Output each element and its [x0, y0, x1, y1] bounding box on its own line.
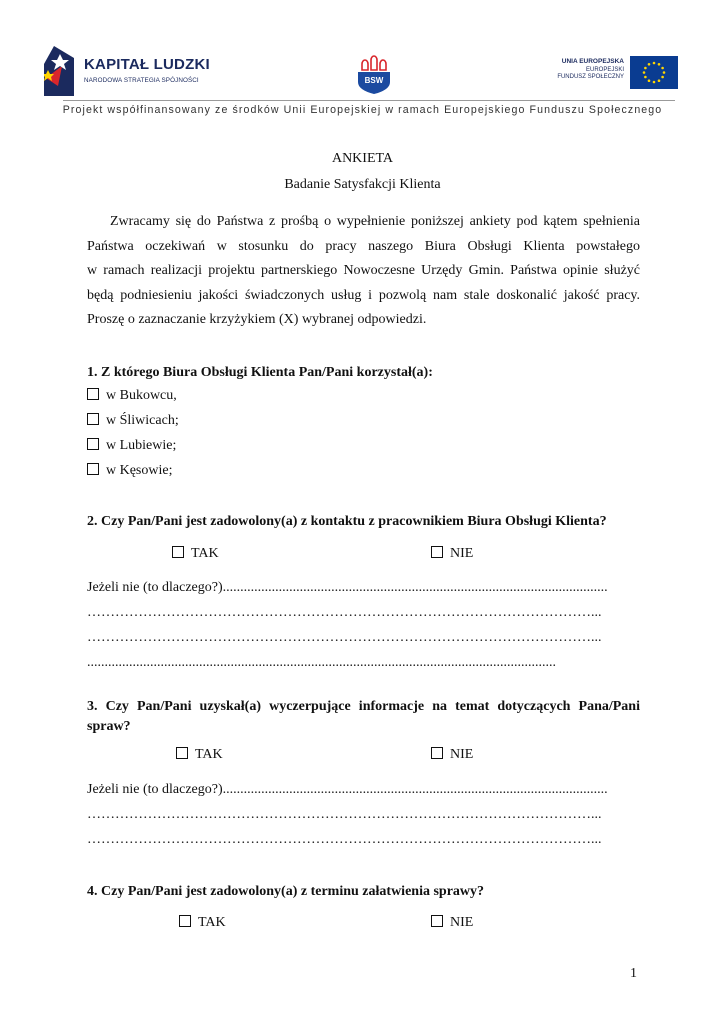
question-3: 3. Czy Pan/Pani uzyskał(a) wyczerpujące informacje na temat dotyczących Pana/Pani spraw? [87, 699, 640, 734]
q3-option-no[interactable] [431, 747, 473, 763]
q4-option-no[interactable] [431, 915, 473, 931]
q3-option-yes[interactable] [176, 747, 223, 763]
checkbox-icon[interactable] [431, 747, 443, 759]
q1-option-sliwice[interactable] [87, 413, 179, 429]
question-1: 1. Z którego Biura Obsługi Klienta Pan/Pani korzystał(a): [87, 365, 433, 380]
kapital-ludzki-flag-icon [44, 46, 74, 96]
eu-flag-icon [630, 56, 678, 89]
q3-answer-line[interactable]: ………………………………………………………………………………………………... [87, 807, 602, 822]
intro-line: w ramach realizacji projektu partnerskiego Nowoczesne Urzędy Gmin. Państwa opinie służyć [87, 263, 640, 278]
question-4: 4. Czy Pan/Pani jest zadowolony(a) z terminu załatwienia sprawy? [87, 884, 485, 899]
checkbox-icon[interactable] [87, 413, 99, 425]
bsw-crest-icon [350, 50, 398, 96]
document-title: ANKIETA [331, 151, 394, 166]
option-label: NIE [450, 747, 474, 762]
cofinancing-note: Projekt współfinansowany ze środków Unii Europejskiej w ramach Europejskiego Funduszu Społecznego [62, 104, 663, 116]
kapital-ludzki-logo [44, 46, 210, 96]
option-label: NIE [450, 546, 474, 561]
intro-paragraph [87, 210, 640, 333]
q2-why-line[interactable]: Jeżeli nie (to dlaczego?).............................................................................................................. [87, 580, 608, 595]
q2-answer-line[interactable]: ...................................................................................................................................... [87, 655, 556, 670]
option-label: w Śliwicach; [106, 413, 179, 428]
checkbox-icon[interactable] [87, 438, 99, 450]
page-number: 1 [630, 966, 637, 981]
checkbox-icon[interactable] [431, 546, 443, 558]
option-label: NIE [450, 915, 474, 930]
checkbox-icon[interactable] [176, 747, 188, 759]
bsw-logo [350, 50, 398, 96]
intro-line: Proszę o zaznaczanie krzyżykiem (X) wybranej odpowiedzi. [87, 312, 427, 327]
intro-line: Zwracamy się do Państwa z prośbą o wypełnienie poniższej ankiety pod kątem spełnienia [110, 214, 640, 229]
intro-line: będą podniesieniu jakości świadczonych usług i pozwolą nam stale doskonalić jakość pracy. [87, 287, 640, 303]
q4-option-yes[interactable] [179, 915, 226, 931]
q2-answer-line[interactable]: ………………………………………………………………………………………………... [87, 630, 602, 645]
checkbox-icon[interactable] [431, 915, 443, 927]
checkbox-icon[interactable] [172, 546, 184, 558]
eu-text [557, 58, 624, 82]
question-2: 2. Czy Pan/Pani jest zadowolony(a) z kontaktu z pracownikiem Biura Obsługi Klienta? [87, 514, 607, 529]
bsw-label: BSW [364, 76, 384, 85]
eu-line1: UNIA EUROPEJSKA [561, 58, 624, 65]
q2-option-no[interactable] [431, 546, 473, 562]
checkbox-icon[interactable] [87, 463, 99, 475]
eu-line2: EUROPEJSKI [585, 66, 624, 73]
checkbox-icon[interactable] [87, 388, 99, 400]
kapital-ludzki-subtitle: NARODOWA STRATEGIA SPÓJNOŚCI [84, 77, 199, 84]
q3-answer-line[interactable]: ………………………………………………………………………………………………... [87, 832, 602, 847]
option-label: w Lubiewie; [106, 438, 177, 453]
q2-option-yes[interactable] [172, 546, 219, 562]
option-label: TAK [195, 747, 223, 762]
q1-option-lubiewo[interactable] [87, 438, 176, 454]
intro-line: Państwa oczekiwań w stosunku do pracy naszego Biura Obsługi Klienta powstałego [87, 238, 640, 254]
checkbox-icon[interactable] [179, 915, 191, 927]
option-label: TAK [198, 915, 226, 930]
eu-efs-logo [552, 56, 678, 92]
q1-option-kesowo[interactable] [87, 463, 173, 479]
option-label: TAK [191, 546, 219, 561]
q2-answer-line[interactable]: ………………………………………………………………………………………………... [87, 605, 602, 620]
header-divider [63, 100, 675, 101]
eu-line3: FUNDUSZ SPOŁECZNY [557, 74, 624, 81]
q3-why-line[interactable]: Jeżeli nie (to dlaczego?).............................................................................................................. [87, 782, 608, 797]
kapital-ludzki-title: KAPITAŁ LUDZKI [84, 56, 210, 73]
document-subtitle: Badanie Satysfakcji Klienta [284, 177, 441, 192]
option-label: w Bukowcu, [106, 388, 177, 403]
option-label: w Kęsowie; [106, 463, 173, 478]
q1-option-bukowiec[interactable] [87, 388, 177, 404]
